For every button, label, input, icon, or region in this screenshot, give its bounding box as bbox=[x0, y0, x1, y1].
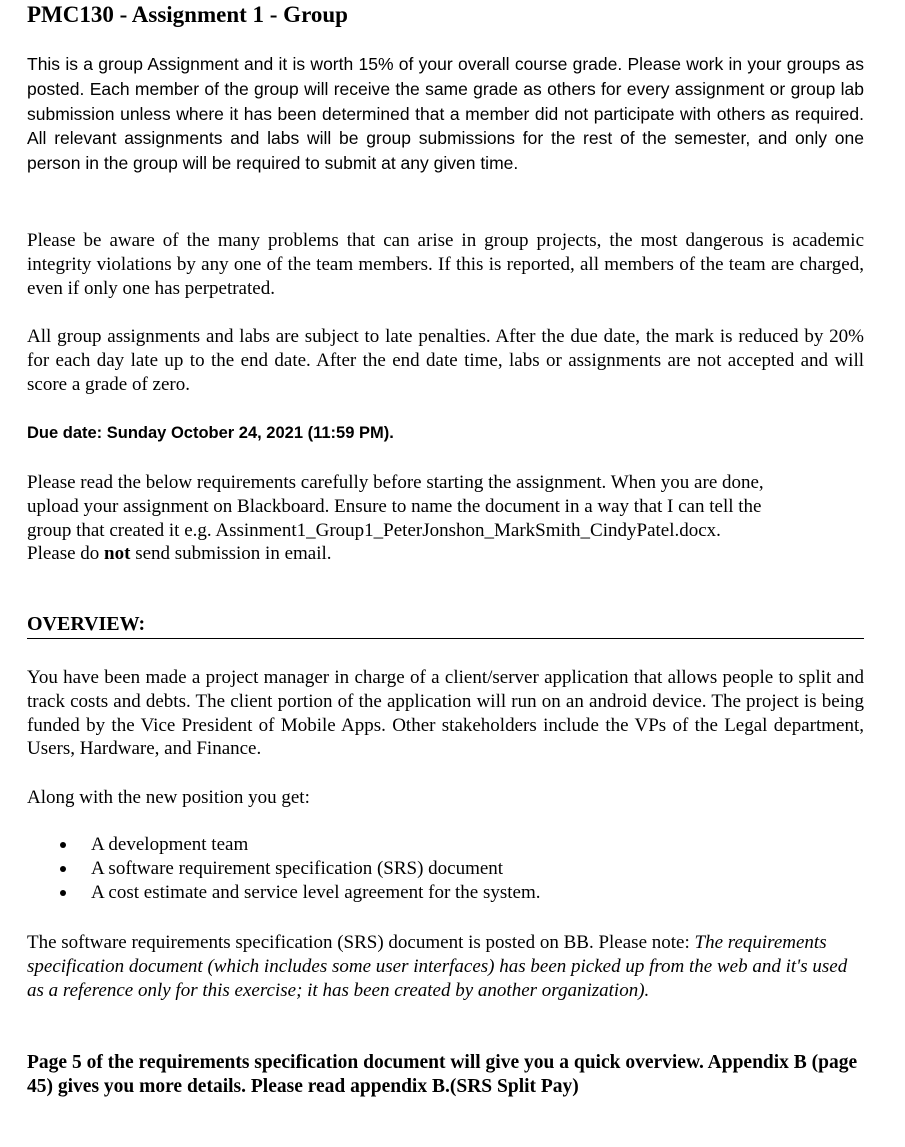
document-title: PMC130 - Assignment 1 - Group bbox=[27, 2, 348, 27]
due-date: Due date: Sunday October 24, 2021 (11:59 PM). bbox=[27, 424, 394, 442]
bullet-icon bbox=[60, 842, 66, 848]
bullet-list bbox=[27, 833, 864, 906]
list-item-text: A development team bbox=[91, 834, 249, 855]
bullet-icon bbox=[60, 866, 66, 872]
srs-note-paragraph bbox=[27, 931, 864, 1002]
position-intro: Along with the new position you get: bbox=[27, 787, 310, 808]
submission-text: send submission in email. bbox=[130, 543, 332, 565]
srs-note-text: The software requirements specification (SRS) document is posted on BB. Please note: bbox=[27, 932, 695, 953]
submission-line: group that created it e.g. Assinment1_Group1_PeterJonshon_MarkSmith_CindyPatel.docx. bbox=[27, 519, 721, 541]
srs-note-italic: The requirements specification document (which includes some user interfaces) has been picked up from the web and it's used as a reference only for this exercise; it has been created by another organization). bbox=[27, 932, 848, 1001]
list-item bbox=[27, 881, 864, 905]
submission-text: Please do bbox=[27, 543, 105, 565]
bullet-icon bbox=[60, 890, 66, 896]
page-note-paragraph: Page 5 of the requirements specification document will give you a quick overview. Appendix B (page 45) gives you more details. Please read appendix B.(SRS Split Pay) bbox=[27, 1052, 858, 1097]
integrity-paragraph: Please be aware of the many problems that can arise in group projects, the most dangerous is academic integrity violations by any one of the team members. If this is reported, all members of the team are charged, even if only one has perpetrated. bbox=[27, 230, 864, 299]
list-item-text: A software requirement specification (SRS) document bbox=[91, 858, 504, 880]
submission-line: upload your assignment on Blackboard. Ensure to name the document in a way that I can tell the bbox=[27, 495, 762, 517]
intro-paragraph: This is a group Assignment and it is worth 15% of your overall course grade. Please work in your groups as posted. Each member of the group will receive the same grade as others for every assignment or group lab submission unless where it has been determined that a member did not participate with others as required. All relevant assignments and labs will be group submissions for the rest of the semester, and only one person in the group will be required to submit at any given time. bbox=[27, 54, 864, 174]
submission-line: Please read the below requirements carefully before starting the assignment. When you are done, bbox=[27, 472, 764, 493]
submission-paragraph bbox=[27, 471, 864, 566]
submission-line bbox=[27, 542, 864, 566]
emphasis-not: not bbox=[104, 543, 131, 565]
list-item bbox=[27, 857, 864, 881]
list-item-text: A cost estimate and service level agreement for the system. bbox=[91, 882, 541, 904]
overview-heading: OVERVIEW: bbox=[27, 612, 864, 639]
list-item bbox=[27, 833, 864, 857]
overview-paragraph: You have been made a project manager in charge of a client/server application that allows people to split and track costs and debts. The client portion of the application will run on an android device. The project is being funded by the Vice President of Mobile Apps. Other stakeholders include the VPs of the Legal department, Users, Hardware, and Finance. bbox=[27, 667, 864, 760]
late-policy-paragraph: All group assignments and labs are subject to late penalties. After the due date, the mark is reduced by 20% for each day late up to the end date. After the end date time, labs or assignments are not accepted and will score a grade of zero. bbox=[27, 326, 864, 395]
